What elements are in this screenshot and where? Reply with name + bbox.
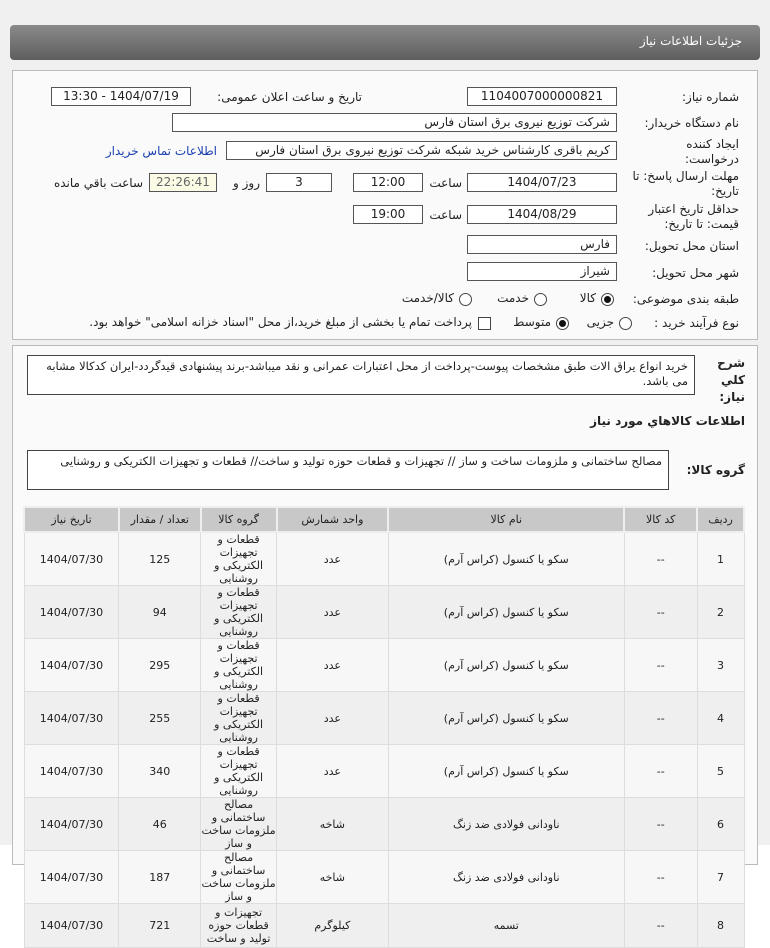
item-quantity: 187 <box>119 851 201 904</box>
header-date: تاریخ نیاز <box>24 507 119 532</box>
item-code: -- <box>624 692 697 745</box>
treasury-payment-checkbox[interactable] <box>478 317 491 330</box>
item-name: ناودانی فولادی ضد زنگ <box>388 851 624 904</box>
reply-deadline-label: مهلت ارسال پاسخ: تا تاریخ: <box>632 169 739 198</box>
city-label: شهر محل تحویل: <box>652 266 739 280</box>
description-label: شرح کلي نياز: <box>717 356 745 404</box>
process-label: نوع فرآیند خرید : <box>654 316 739 330</box>
item-group: قطعات و تجهیزات الکتریکی و روشنایی <box>201 586 277 639</box>
need-number-field: 1104007000000821 <box>467 87 617 106</box>
item-name: تسمه <box>388 904 624 948</box>
need-number-label: شماره نیاز: <box>682 90 739 104</box>
table-row <box>24 532 744 586</box>
item-name: سکو یا کنسول (کراس آرم) <box>388 639 624 692</box>
item-quantity: 94 <box>119 586 201 639</box>
row-number: 3 <box>697 639 744 692</box>
item-name: سکو یا کنسول (کراس آرم) <box>388 532 624 586</box>
row-number: 1 <box>697 532 744 586</box>
item-code: -- <box>624 904 697 948</box>
goods-panel <box>12 345 758 945</box>
category-goods-label: کالا <box>579 291 596 305</box>
need-date: 1404/07/30 <box>24 692 119 745</box>
validity-date-field: 1404/08/29 <box>467 205 617 224</box>
row-number: 8 <box>697 904 744 948</box>
creator-field: کریم باقری کارشناس خرید شبکه شرکت توزیع نیروی برق استان فارس <box>226 141 617 160</box>
category-label: طبقه بندی موضوعی: <box>632 292 739 306</box>
remaining-label: ساعت باقي مانده <box>53 176 143 190</box>
process-medium-radio[interactable] <box>556 317 569 330</box>
description-row <box>27 355 745 406</box>
validity-time-field: 19:00 <box>353 205 423 224</box>
table-row <box>24 798 744 851</box>
header-group: گروه کالا <box>201 507 277 532</box>
item-unit: شاخه <box>277 798 389 851</box>
announce-label: تاریخ و ساعت اعلان عمومی: <box>217 90 362 104</box>
treasury-payment-note: پرداخت تمام یا بخشی از مبلغ خرید،از محل "اسناد خزانه اسلامی" خواهد بود. <box>89 315 472 329</box>
table-header-row <box>24 507 744 532</box>
reply-date-field: 1404/07/23 <box>467 173 617 192</box>
validity-time-label: ساعت <box>429 208 462 222</box>
item-unit: عدد <box>277 639 389 692</box>
item-code: -- <box>624 532 697 586</box>
item-quantity: 295 <box>119 639 201 692</box>
buyer-field: شرکت توزیع نیروی برق استان فارس <box>172 113 617 132</box>
description-field: خرید انواع یراق الات طبق مشخصات پیوست-پرداخت از محل اعتبارات عمرانی و نقد میباشد-برند پیشنهادی قیدگردد-ایران کدکالا مشابه می باشد. <box>27 355 695 395</box>
goods-group-field: مصالح ساختمانی و ملزومات ساخت و ساز // تجهیزات و قطعات حوزه تولید و ساخت// قطعات و تجهیزات الکتریکی و روشنایی <box>27 450 669 490</box>
item-name: سکو یا کنسول (کراس آرم) <box>388 586 624 639</box>
goods-group-row <box>27 450 745 490</box>
remaining-time-field: 22:26:41 <box>149 173 217 192</box>
item-name: سکو یا کنسول (کراس آرم) <box>388 692 624 745</box>
goods-section-title: اطلاعات کالاهاي مورد نياز <box>590 414 745 428</box>
process-medium-label: متوسط <box>513 315 551 329</box>
item-unit: کیلوگرم <box>277 904 389 948</box>
item-quantity: 721 <box>119 904 201 948</box>
page-header: جزئیات اطلاعات نیاز <box>10 25 760 60</box>
table-row <box>24 586 744 639</box>
need-date: 1404/07/30 <box>24 639 119 692</box>
item-code: -- <box>624 851 697 904</box>
days-label: روز و <box>233 176 260 190</box>
header-name: نام کالا <box>388 507 624 532</box>
row-number: 5 <box>697 745 744 798</box>
process-minor-label: جزیی <box>586 315 614 329</box>
process-minor-radio[interactable] <box>619 317 632 330</box>
item-code: -- <box>624 745 697 798</box>
reply-time-field: 12:00 <box>353 173 423 192</box>
item-quantity: 340 <box>119 745 201 798</box>
table-row <box>24 639 744 692</box>
item-group: مصالح ساختمانی و ملزومات ساخت و ساز <box>201 851 276 903</box>
item-group: قطعات و تجهیزات الکتریکی و روشنایی <box>201 692 277 745</box>
item-name: سکو یا کنسول (کراس آرم) <box>388 745 624 798</box>
item-unit: عدد <box>277 532 389 586</box>
item-unit: عدد <box>277 745 389 798</box>
header-row-number: ردیف <box>697 507 744 532</box>
category-service-label: خدمت <box>497 291 529 305</box>
item-code: -- <box>624 798 697 851</box>
category-goods-service-label: کالا/خدمت <box>401 291 454 305</box>
item-group: قطعات و تجهیزات الکتریکی و روشنایی <box>201 745 277 798</box>
need-date: 1404/07/30 <box>24 851 119 904</box>
city-field: شیراز <box>467 262 617 281</box>
category-service-radio[interactable] <box>534 293 547 306</box>
header-unit: واحد شمارش <box>277 507 389 532</box>
table-row <box>24 904 744 948</box>
buyer-contact-link[interactable]: اطلاعات تماس خریدار <box>105 144 217 158</box>
item-group: مصالح ساختمانی و ملزومات ساخت و ساز <box>201 798 276 850</box>
creator-label: ایجاد کننده درخواست: <box>685 137 739 166</box>
need-info-panel <box>12 70 758 340</box>
row-number: 6 <box>697 798 744 851</box>
province-label: استان محل تحویل: <box>644 239 739 253</box>
reply-time-label: ساعت <box>429 176 462 190</box>
need-date: 1404/07/30 <box>24 745 119 798</box>
category-goods-service-radio[interactable] <box>459 293 472 306</box>
item-code: -- <box>624 586 697 639</box>
announce-field: 1404/07/19 - 13:30 <box>51 87 191 106</box>
item-unit: شاخه <box>277 851 389 904</box>
table-row <box>24 692 744 745</box>
buyer-label: نام دستگاه خریدار: <box>644 116 739 130</box>
item-group: تجهیزات و قطعات حوزه تولید و ساخت <box>201 904 277 948</box>
need-date: 1404/07/30 <box>24 904 119 948</box>
goods-table <box>23 506 745 948</box>
category-goods-radio[interactable] <box>601 293 614 306</box>
item-quantity: 125 <box>119 532 201 586</box>
need-date: 1404/07/30 <box>24 532 119 586</box>
item-quantity: 46 <box>119 798 201 851</box>
row-number: 4 <box>697 692 744 745</box>
validity-label: حداقل تاریخ اعتبار قیمت: تا تاریخ: <box>648 202 739 231</box>
row-number: 2 <box>697 586 744 639</box>
province-field: فارس <box>467 235 617 254</box>
item-unit: عدد <box>277 692 389 745</box>
days-field: 3 <box>266 173 332 192</box>
header-code: کد کالا <box>624 507 697 532</box>
item-group: قطعات و تجهیزات الکتریکی و روشنایی <box>201 532 277 586</box>
need-date: 1404/07/30 <box>24 798 119 851</box>
table-row <box>24 745 744 798</box>
item-unit: عدد <box>277 586 389 639</box>
goods-group-label: گروه کالا: <box>686 462 745 477</box>
need-date: 1404/07/30 <box>24 586 119 639</box>
item-name: ناودانی فولادی ضد زنگ <box>388 798 624 851</box>
row-number: 7 <box>697 851 744 904</box>
table-row <box>24 851 744 904</box>
header-quantity: تعداد / مقدار <box>119 507 201 532</box>
item-code: -- <box>624 639 697 692</box>
item-group: قطعات و تجهیزات الکتریکی و روشنایی <box>201 639 277 692</box>
item-quantity: 255 <box>119 692 201 745</box>
